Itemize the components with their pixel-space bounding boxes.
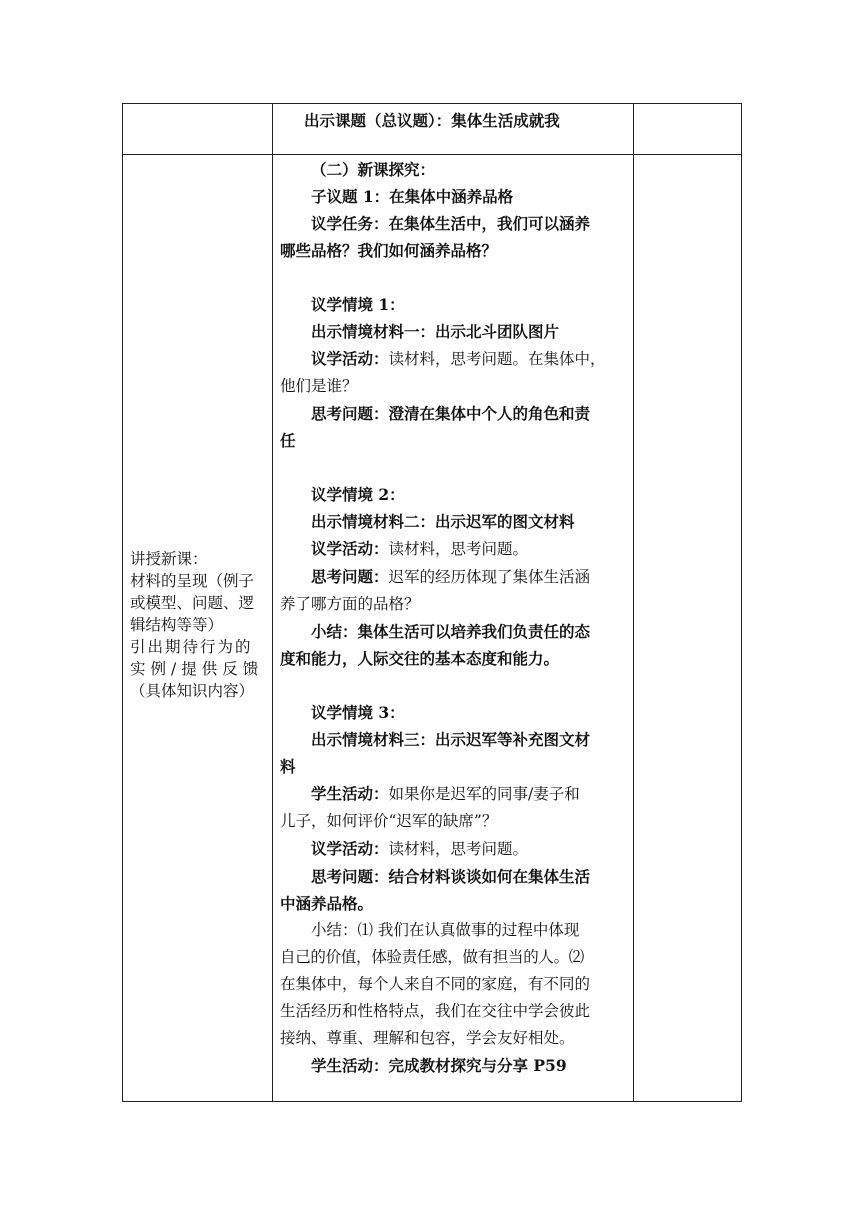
- row2-notes-cell: [634, 155, 741, 1101]
- context-3-summary-2: 自己的价值，体验责任感，做有担当的人。⑵: [280, 948, 585, 966]
- context-1-question-cont: 任: [280, 431, 296, 450]
- context-2-title: 议学情境 2：: [311, 485, 405, 504]
- task-line-2: 哪些品格？我们如何涵养品格？: [280, 241, 498, 260]
- stage-line-6: 实例/提供反馈: [130, 660, 264, 678]
- teaching-stage-cell: [130, 548, 270, 702]
- context-1-question: 思考问题：澄清在集体中个人的角色和责: [311, 404, 591, 423]
- context-2-activity: 议学活动：读材料，思考问题。: [311, 539, 529, 558]
- row1-content-cell: [273, 104, 633, 154]
- table-border-right: [741, 103, 742, 1102]
- table-column-divider-1: [272, 103, 273, 1102]
- lesson-title: 出示课题（总议题）：集体生活成就我: [304, 111, 560, 130]
- stage-line-1: 讲授新课：: [130, 550, 208, 568]
- context-1-activity-cont: 他们是谁？: [280, 377, 358, 395]
- context-2-summary-cont: 度和能力，人际交往的基本态度和能力。: [280, 649, 560, 668]
- context-3-student-activity: 学生活动：如果你是迟军的同事/妻子和: [311, 784, 580, 803]
- context-1-title: 议学情境 1：: [311, 295, 405, 314]
- context-1-material: 出示情境材料一：出示北斗团队图片: [311, 322, 560, 341]
- stage-line-4: 辑结构等等）: [130, 616, 224, 634]
- stage-line-2: 材料的呈现（例子: [130, 572, 255, 590]
- row1-notes-cell: [634, 104, 741, 154]
- task-line-1: 议学任务：在集体生活中，我们可以涵养: [311, 214, 591, 233]
- context-2-question: 思考问题：迟军的经历体现了集体生活涵: [311, 567, 591, 586]
- context-1-activity: 议学活动：读材料，思考问题。在集体中，: [311, 349, 606, 368]
- context-3-activity: 议学活动：读材料，思考问题。: [311, 839, 529, 858]
- stage-line-7: （具体知识内容）: [130, 682, 255, 700]
- sub-topic-heading: 子议题 1：在集体中涵养品格: [311, 187, 514, 206]
- context-2-question-cont: 养了哪方面的品格？: [280, 595, 420, 613]
- context-2-material: 出示情境材料二：出示迟军的图文材料: [311, 512, 575, 531]
- context-3-question-cont: 中涵养品格。: [280, 894, 374, 913]
- context-3-summary-5: 接纳、尊重、理解和包容，学会友好相处。: [280, 1029, 575, 1047]
- context-3-student-activity-cont: 儿子，如何评价“迟军的缺席”？: [280, 812, 498, 830]
- context-3-summary-3: 在集体中，每个人来自不同的家庭，有不同的: [280, 975, 591, 993]
- context-3-summary-4: 生活经历和性格特点，我们在交往中学会彼此: [280, 1002, 591, 1020]
- context-2-summary: 小结：集体生活可以培养我们负责任的态: [311, 622, 591, 641]
- context-3-question: 思考问题：结合材料谈谈如何在集体生活: [311, 867, 591, 886]
- stage-line-5: 引出期待行为的: [130, 638, 253, 656]
- context-3-material-cont: 料: [280, 757, 296, 776]
- lesson-plan-table: [122, 103, 742, 1102]
- table-border-left: [122, 103, 123, 1102]
- context-3-title: 议学情境 3：: [311, 703, 405, 722]
- final-student-activity: 学生活动：完成教材探究与分享 P59: [311, 1056, 567, 1075]
- lesson-content-cell: [280, 156, 632, 1079]
- context-3-summary-1: 小结：⑴ 我们在认真做事的过程中体现: [311, 921, 580, 939]
- context-3-material: 出示情境材料三：出示迟军等补充图文材: [311, 730, 591, 749]
- stage-line-3: 或模型、问题、逻: [130, 594, 255, 612]
- section-heading: （二）新课探究：: [311, 160, 436, 179]
- table-border-bottom: [122, 1101, 742, 1102]
